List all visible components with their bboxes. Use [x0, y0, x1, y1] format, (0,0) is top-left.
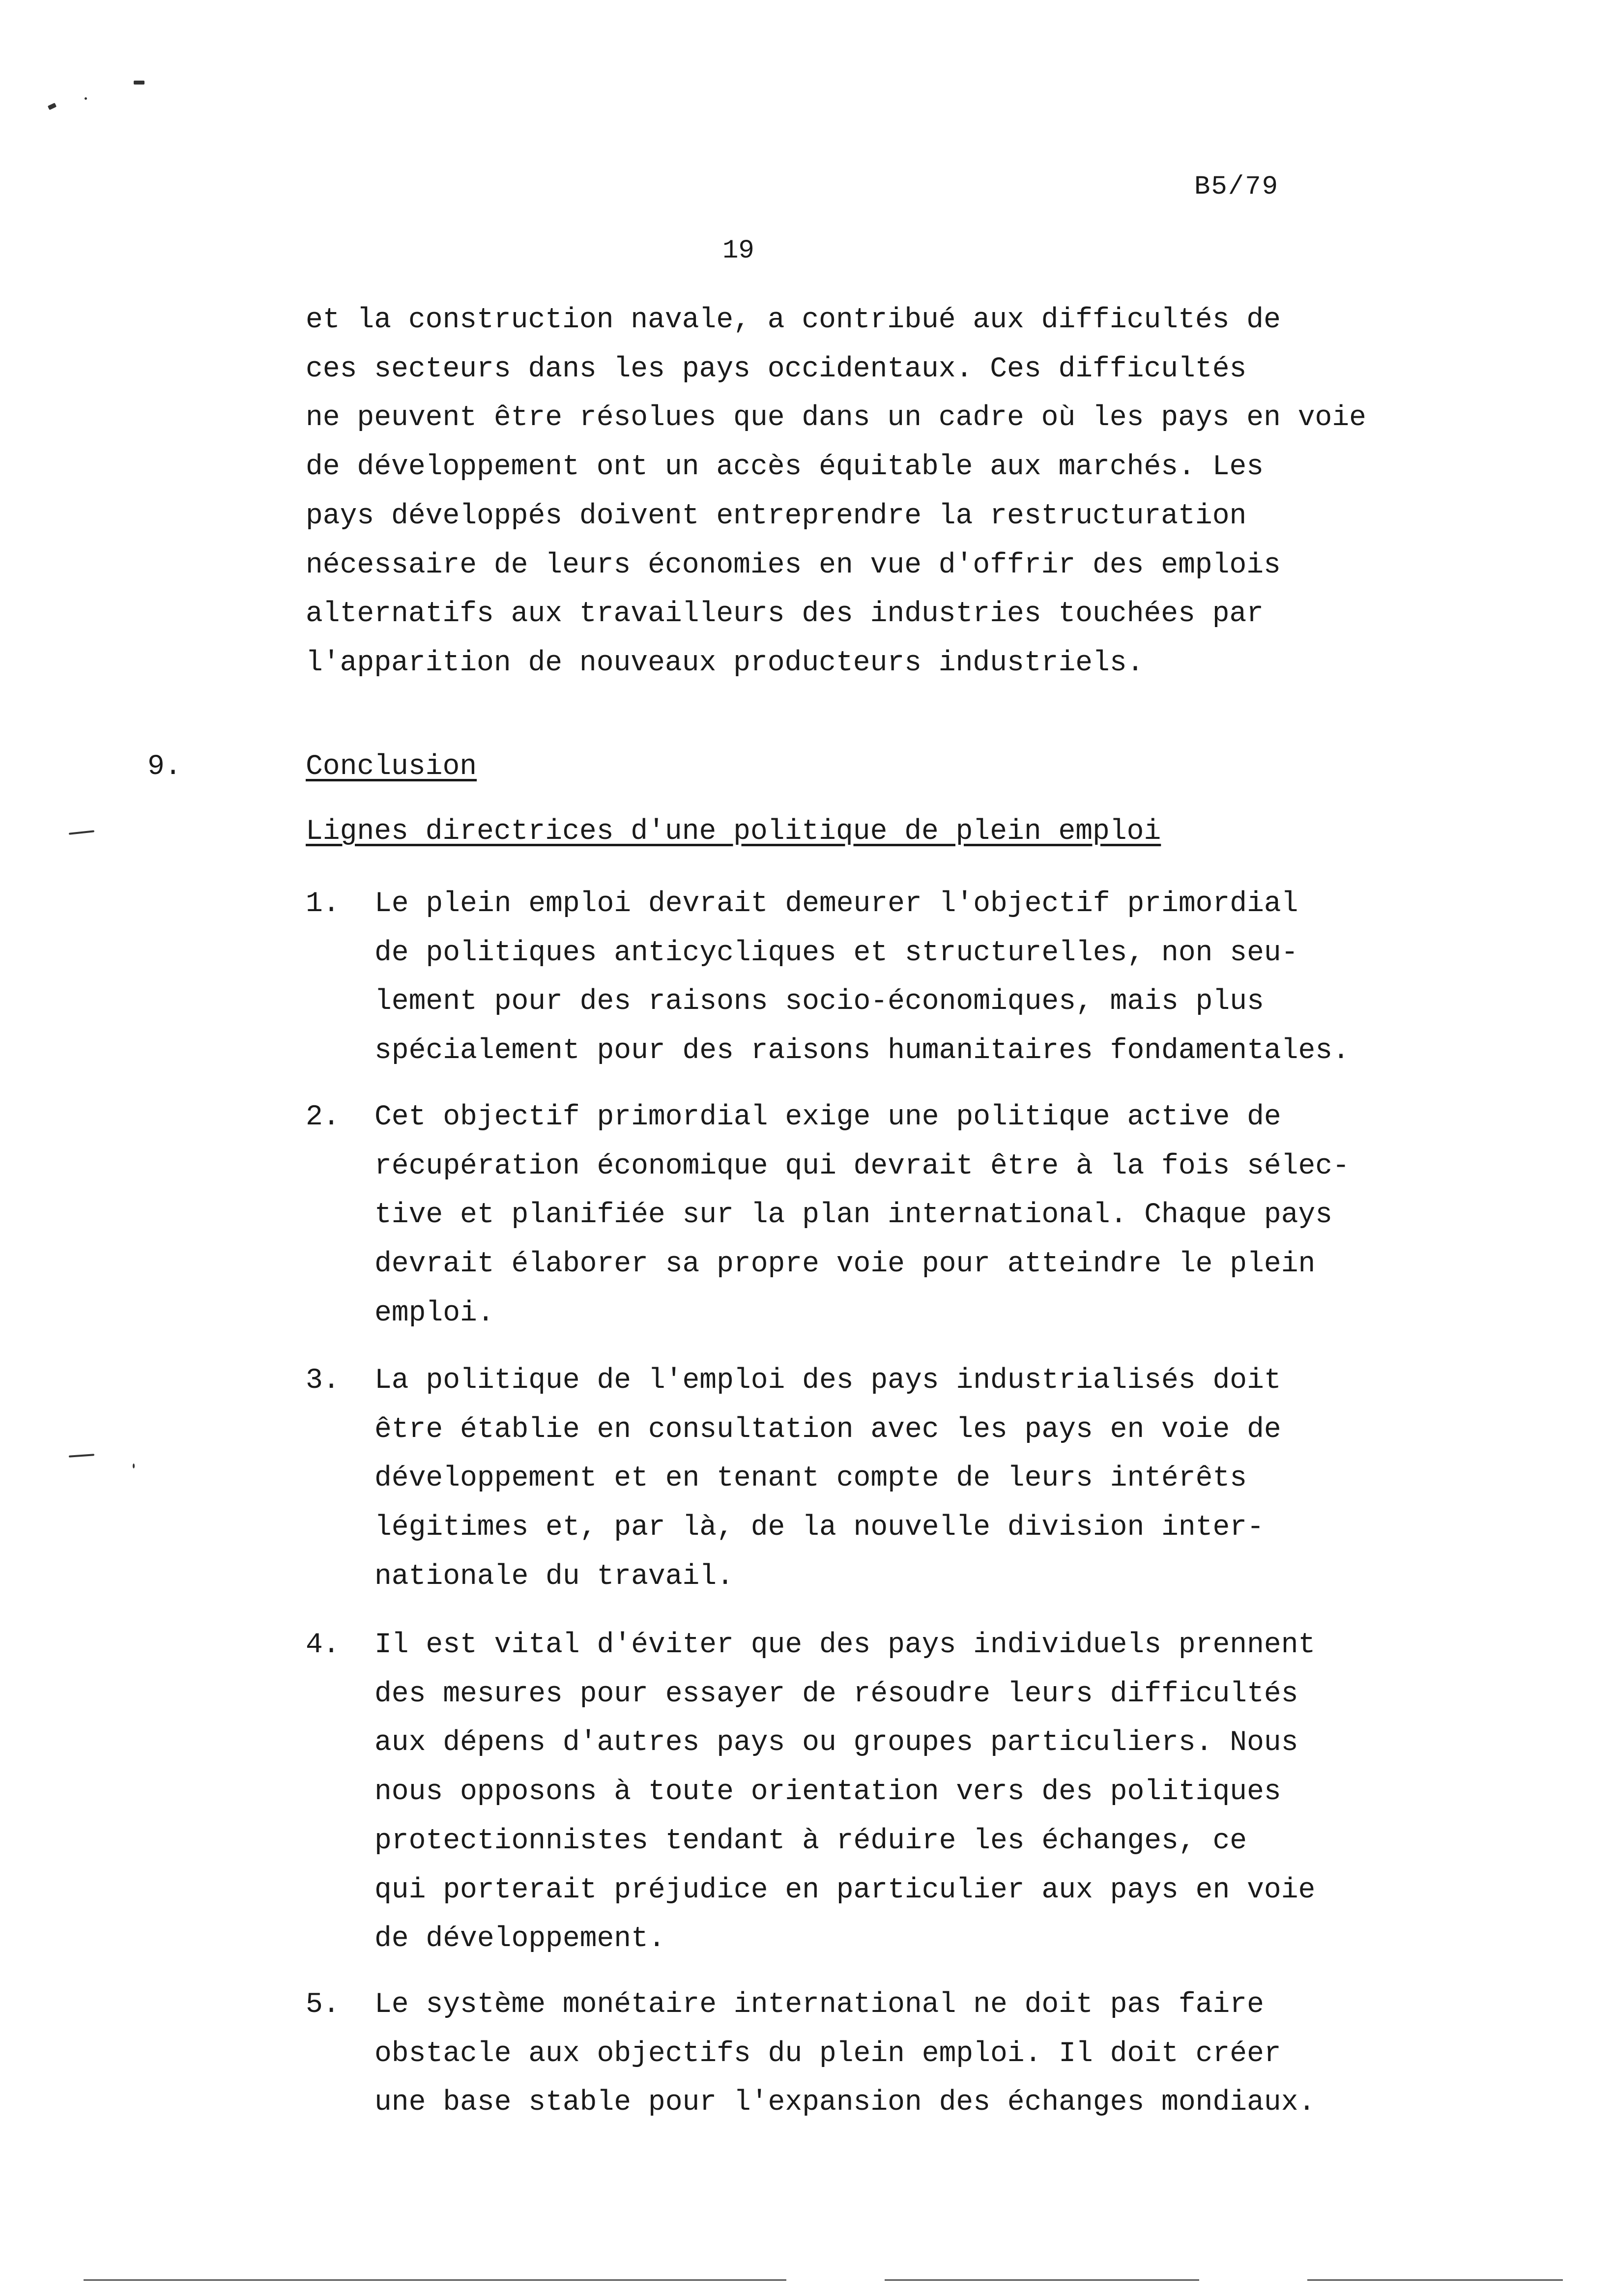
paragraph-line: et la construction navale, a contribué aux difficultés de	[306, 304, 1281, 336]
scan-mark	[69, 830, 94, 834]
item-line: de politiques anticycliques et structurelles, non seu-	[374, 937, 1298, 969]
footer-rule	[1307, 2279, 1563, 2281]
item-number: 3.	[306, 1365, 340, 1397]
item-line: emploi.	[374, 1297, 494, 1329]
item-line: récupération économique qui devrait être à la fois sélec-	[374, 1150, 1350, 1182]
item-line: Il est vital d'éviter que des pays individuels prennent	[374, 1629, 1316, 1661]
item-number: 4.	[306, 1629, 340, 1661]
item-line: Le plein emploi devrait demeurer l'objectif primordial	[374, 888, 1298, 920]
footer-rule	[885, 2279, 1199, 2281]
scan-mark	[134, 81, 144, 85]
paragraph-line: nécessaire de leurs économies en vue d'offrir des emplois	[306, 549, 1281, 581]
item-line: spécialement pour des raisons humanitaires fondamentales.	[374, 1035, 1350, 1067]
item-body	[374, 1980, 1436, 2127]
item-line: obstacle aux objectifs du plein emploi. Il doit créer	[374, 2038, 1281, 2070]
item-line: Cet objectif primordial exige une politique active de	[374, 1101, 1281, 1133]
section-subtitle: Lignes directrices d'une politique de plein emploi	[306, 816, 1161, 848]
item-body	[374, 1621, 1436, 1964]
section-number: 9.	[147, 751, 182, 783]
item-line: protectionnistes tendant à réduire les échanges, ce	[374, 1825, 1247, 1857]
paragraph-line: pays développés doivent entreprendre la restructuration	[306, 500, 1247, 532]
item-line: légitimes et, par là, de la nouvelle division inter-	[374, 1512, 1264, 1544]
scan-mark	[69, 1454, 94, 1458]
intro-paragraph	[306, 296, 1426, 688]
item-number: 5.	[306, 1989, 340, 2021]
item-line: une base stable pour l'expansion des échanges mondiaux.	[374, 2087, 1316, 2119]
item-line: de développement.	[374, 1923, 665, 1955]
item-line: nous opposons à toute orientation vers des politiques	[374, 1776, 1281, 1808]
item-number: 2.	[306, 1101, 340, 1133]
paragraph-line: alternatifs aux travailleurs des industries touchées par	[306, 598, 1264, 631]
item-line: tive et planifiée sur la plan international. Chaque pays	[374, 1199, 1333, 1232]
item-line: nationale du travail.	[374, 1560, 734, 1593]
item-line: qui porterait préjudice en particulier aux pays en voie	[374, 1874, 1316, 1906]
item-line: devrait élaborer sa propre voie pour atteindre le plein	[374, 1248, 1316, 1281]
item-body	[374, 880, 1436, 1076]
section-title: Conclusion	[306, 751, 477, 783]
scan-speck	[85, 97, 87, 100]
item-line: développement et en tenant compte de leurs intérêts	[374, 1463, 1247, 1495]
paragraph-line: de développement ont un accès équitable aux marchés. Les	[306, 451, 1264, 484]
page-number: 19	[722, 236, 754, 266]
paragraph-line: ne peuvent être résolues que dans un cadre où les pays en voie	[306, 402, 1366, 434]
paragraph-line: ces secteurs dans les pays occidentaux. Ces difficultés	[306, 353, 1247, 385]
item-body	[374, 1093, 1436, 1338]
item-line: La politique de l'emploi des pays industrialisés doit	[374, 1365, 1281, 1397]
item-line: lement pour des raisons socio-économiques, mais plus	[374, 986, 1264, 1018]
item-line: être établie en consultation avec les pays en voie de	[374, 1413, 1281, 1446]
item-line: aux dépens d'autres pays ou groupes particuliers. Nous	[374, 1727, 1298, 1759]
scan-mark	[48, 103, 57, 110]
scan-speck	[133, 1464, 135, 1468]
item-line: Le système monétaire international ne doit pas faire	[374, 1989, 1264, 2021]
paragraph-line: l'apparition de nouveaux producteurs industriels.	[306, 647, 1144, 679]
document-reference: B5/79	[1194, 172, 1279, 202]
item-body	[374, 1356, 1436, 1602]
item-line: des mesures pour essayer de résoudre leurs difficultés	[374, 1678, 1298, 1710]
footer-rule	[84, 2279, 786, 2281]
item-number: 1.	[306, 888, 340, 920]
